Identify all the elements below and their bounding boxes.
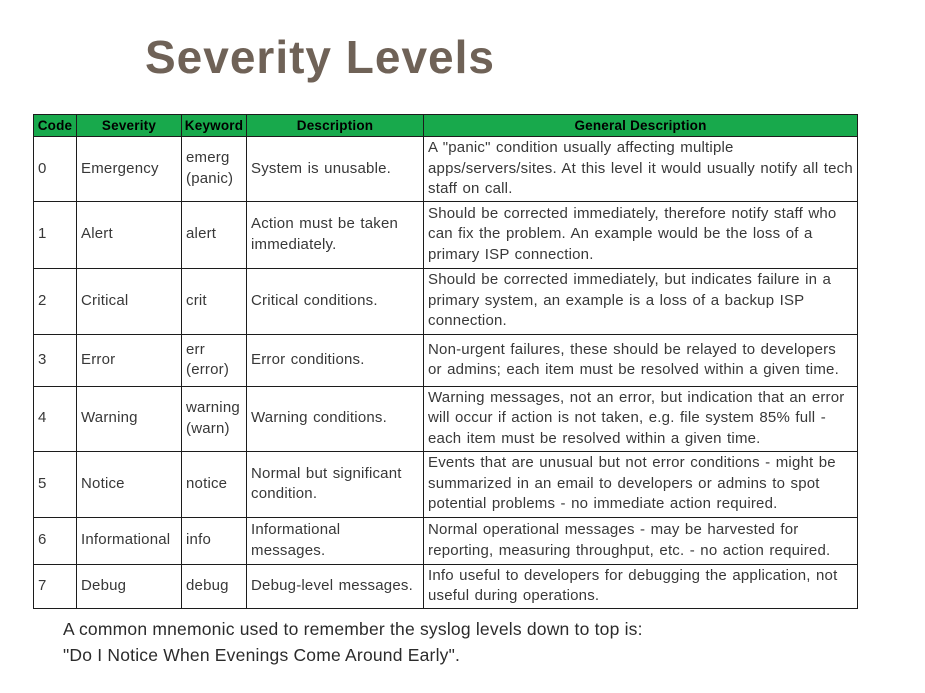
table-row <box>34 564 858 608</box>
table-row <box>34 201 858 268</box>
description-cell: System is unusable. <box>247 137 424 202</box>
code-cell: 4 <box>34 386 77 451</box>
severity-cell: Notice <box>77 451 182 517</box>
code-cell: 7 <box>34 564 77 608</box>
keyword-cell: crit <box>182 268 247 334</box>
code-cell: 5 <box>34 451 77 517</box>
description-cell: Normal but significant condition. <box>247 451 424 517</box>
page-title: Severity Levels <box>145 31 496 83</box>
description-cell: Critical conditions. <box>247 268 424 334</box>
general-description-cell: Events that are unusual but not error conditions - might be summarized in an email to developers or admins to spot potential problems - no immediate action required. <box>424 451 858 517</box>
header-keyword: Keyword <box>182 115 247 137</box>
keyword-cell: notice <box>182 451 247 517</box>
severity-cell: Warning <box>77 386 182 451</box>
severity-cell: Debug <box>77 564 182 608</box>
description-cell: Warning conditions. <box>247 386 424 451</box>
table-row <box>34 268 858 334</box>
table-row <box>34 517 858 564</box>
keyword-cell: err (error) <box>182 334 247 386</box>
table-row <box>34 137 858 202</box>
keyword-cell: warning (warn) <box>182 386 247 451</box>
code-cell: 0 <box>34 137 77 202</box>
header-general-description: General Description <box>424 115 858 137</box>
mnemonic-note <box>63 616 883 668</box>
general-description-cell: A "panic" condition usually affecting multiple apps/servers/sites. At this level it would usually notify all tech staff on call. <box>424 137 858 202</box>
header-severity: Severity <box>77 115 182 137</box>
header-description: Description <box>247 115 424 137</box>
header-code: Code <box>34 115 77 137</box>
general-description-cell: Non-urgent failures, these should be relayed to developers or admins; each item must be resolved within a given time. <box>424 334 858 386</box>
severity-cell: Emergency <box>77 137 182 202</box>
severity-cell: Alert <box>77 201 182 268</box>
general-description-cell: Should be corrected immediately, therefore notify staff who can fix the problem. An example would be the loss of a primary ISP connection. <box>424 201 858 268</box>
keyword-cell: alert <box>182 201 247 268</box>
table-header-row <box>34 115 858 137</box>
severity-cell: Error <box>77 334 182 386</box>
keyword-cell: debug <box>182 564 247 608</box>
description-cell: Error conditions. <box>247 334 424 386</box>
severity-cell: Critical <box>77 268 182 334</box>
code-cell: 2 <box>34 268 77 334</box>
code-cell: 3 <box>34 334 77 386</box>
mnemonic-note-line1: A common mnemonic used to remember the syslog levels down to top is: <box>63 619 643 639</box>
description-cell: Action must be taken immediately. <box>247 201 424 268</box>
description-cell: Informational messages. <box>247 517 424 564</box>
general-description-cell: Warning messages, not an error, but indication that an error will occur if action is not taken, e.g. file system 85% full - each item must be resolved within a given time. <box>424 386 858 451</box>
description-cell: Debug-level messages. <box>247 564 424 608</box>
general-description-cell: Normal operational messages - may be harvested for reporting, measuring throughput, etc. - no action required. <box>424 517 858 564</box>
severity-cell: Informational <box>77 517 182 564</box>
severity-table <box>33 114 858 609</box>
mnemonic-note-line2: "Do I Notice When Evenings Come Around Early". <box>63 645 461 665</box>
code-cell: 1 <box>34 201 77 268</box>
keyword-cell: info <box>182 517 247 564</box>
table-row <box>34 386 858 451</box>
code-cell: 6 <box>34 517 77 564</box>
table-row <box>34 451 858 517</box>
general-description-cell: Info useful to developers for debugging the application, not useful during operations. <box>424 564 858 608</box>
table-row <box>34 334 858 386</box>
general-description-cell: Should be corrected immediately, but indicates failure in a primary system, an example is a loss of a backup ISP connection. <box>424 268 858 334</box>
keyword-cell: emerg (panic) <box>182 137 247 202</box>
